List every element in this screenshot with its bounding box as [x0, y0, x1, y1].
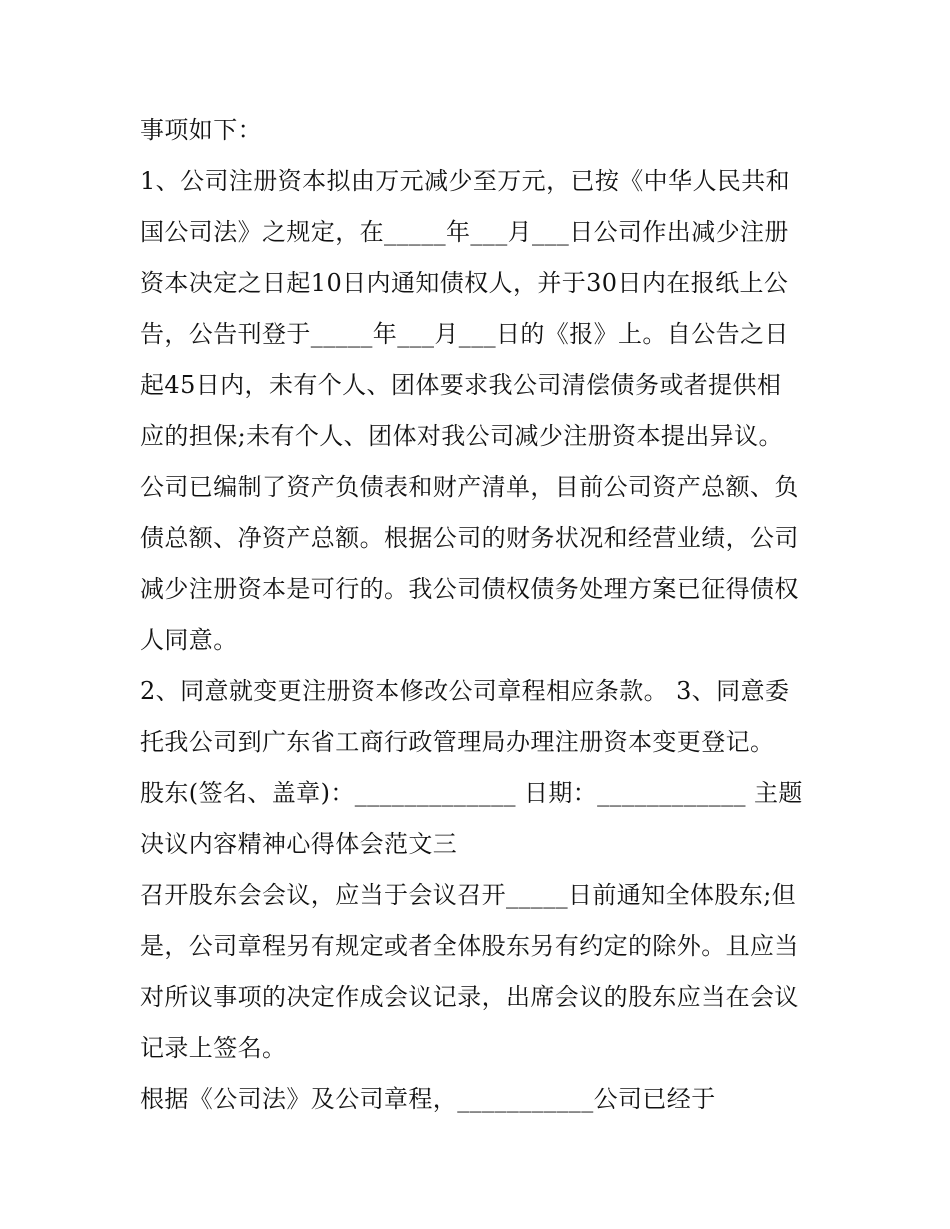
text-line: 记录上签名。: [140, 1034, 287, 1062]
text-line: 起45日内，未有个人、团体要求我公司清偿债务或者提供相: [140, 371, 782, 399]
text-line: 托我公司到广东省工商行政管理局办理注册资本变更登记。: [140, 728, 775, 756]
document-body: [140, 105, 820, 1125]
text-line: 召开股东会会议，应当于会议召开_____日前通知全体股东;但: [140, 881, 797, 909]
text-line: 2、同意就变更注册资本修改公司章程相应条款。 3、同意委: [140, 677, 790, 705]
text-line: 人同意。: [140, 626, 238, 654]
text-line: 1、公司注册资本拟由万元减少至万元，已按《中华人民共和: [140, 167, 791, 195]
text-line: 资本决定之日起10日内通知债权人，并于30日内在报纸上公: [140, 269, 789, 297]
text-line: 减少注册资本是可行的。我公司债权债务处理方案已征得债权: [140, 575, 799, 603]
text-line: 国公司法》之规定，在_____年___月___日公司作出减少注册: [140, 218, 789, 246]
text-line: 对所议事项的决定作成会议记录，出席会议的股东应当在会议: [140, 983, 799, 1011]
section-heading: 决议内容精神心得体会范文三: [140, 830, 458, 858]
text-line: 根据《公司法》及公司章程，___________公司已经于: [140, 1085, 716, 1113]
text-line: 债总额、净资产总额。根据公司的财务状况和经营业绩，公司: [140, 524, 799, 552]
text-line: 公司已编制了资产负债表和财产清单，目前公司资产总额、负: [140, 473, 799, 501]
text-line: 是，公司章程另有规定或者全体股东另有约定的除外。且应当: [140, 932, 799, 960]
text-line: 事项如下：: [140, 116, 262, 144]
text-line: 应的担保;未有个人、团体对我公司减少注册资本提出异议。: [140, 422, 783, 450]
signature-line: 股东(签名、盖章)：_____________ 日期：____________ 主题: [140, 779, 803, 807]
text-line: 告，公告刊登于_____年___月___日的《报》上。自公告之日: [140, 320, 789, 348]
